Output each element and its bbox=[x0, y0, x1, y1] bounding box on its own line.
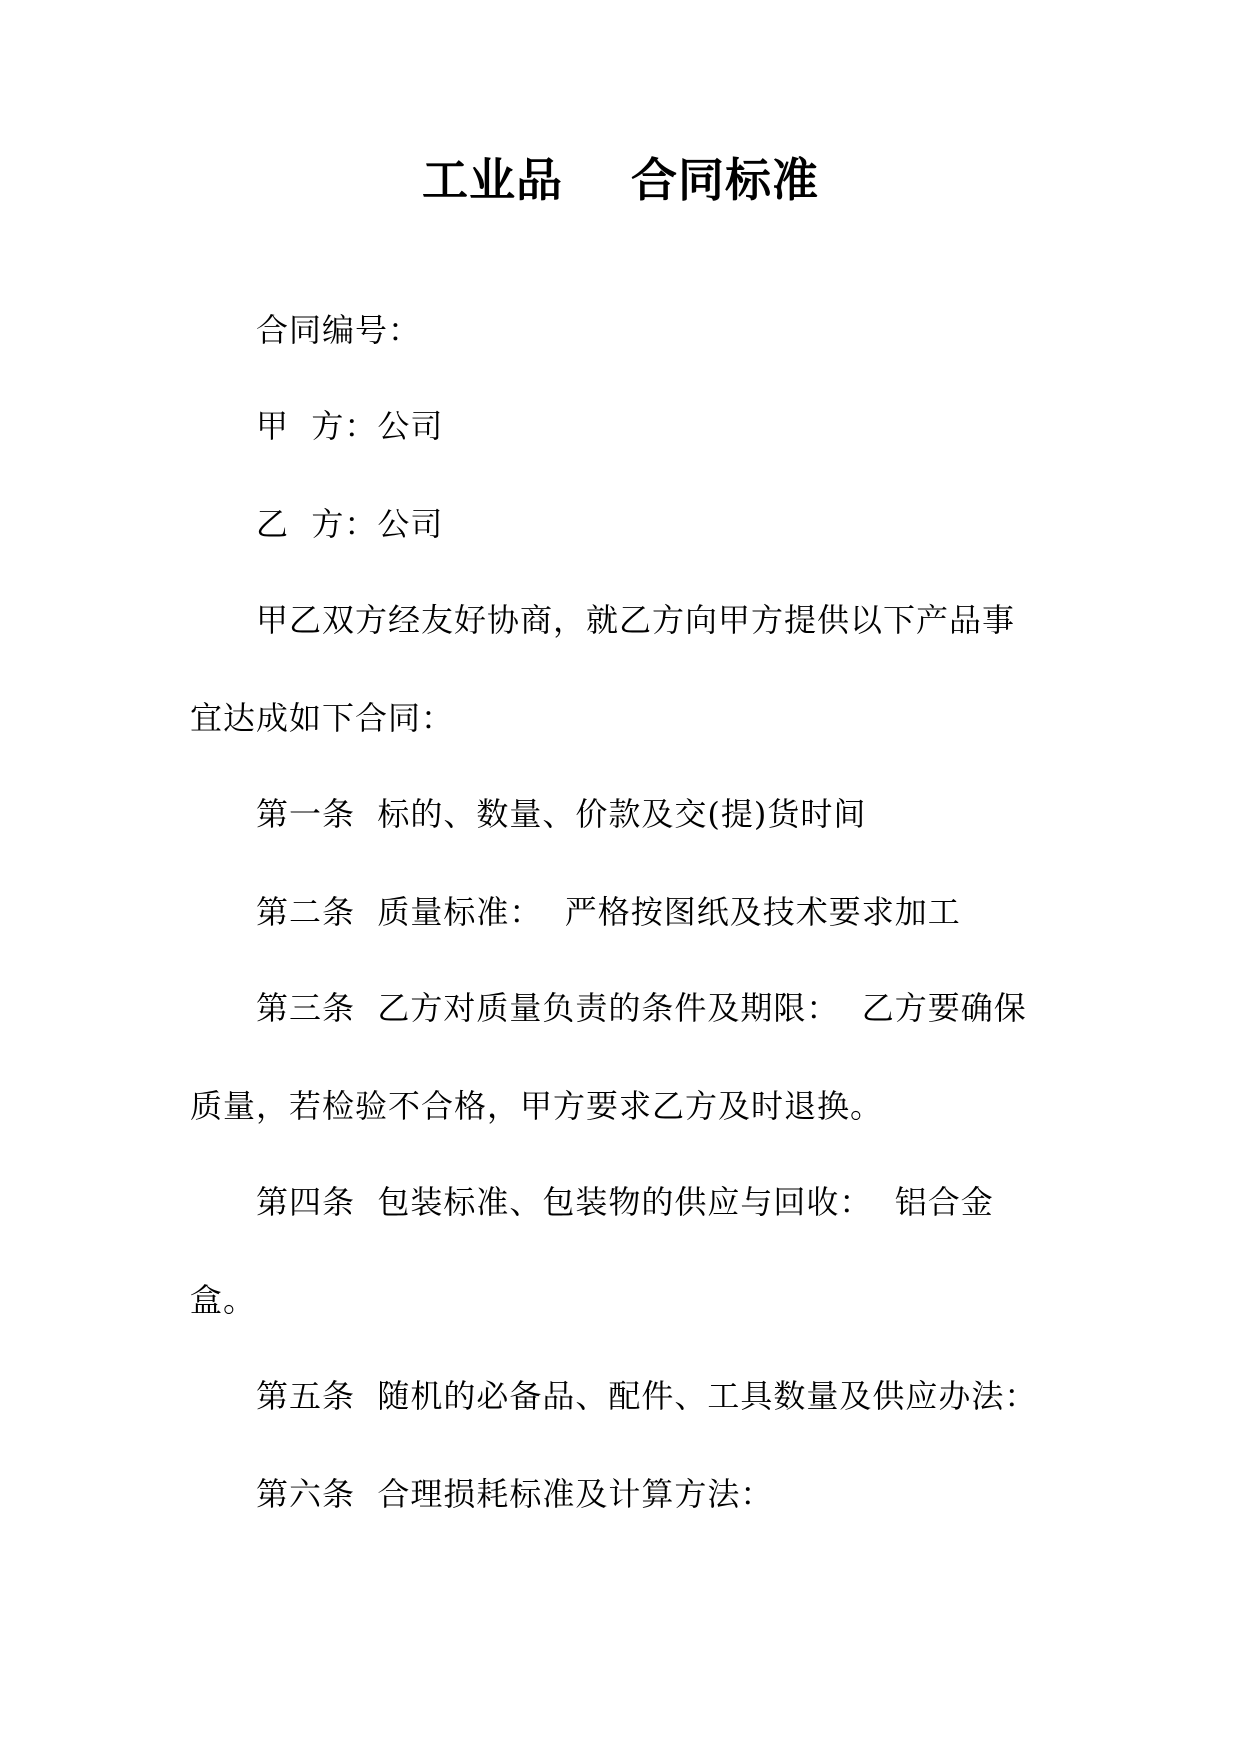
article-4-line-2: 盒。 bbox=[190, 1281, 257, 1319]
article-5-line: 第五条 随机的必备品、配件、工具数量及供应办法： bbox=[256, 1377, 1038, 1415]
article-1-line: 第一条 标的、数量、价款及交(提)货时间 bbox=[256, 795, 867, 833]
party-a-line: 甲 方：公司 bbox=[256, 407, 444, 445]
intro-paragraph-line-2: 宜达成如下合同： bbox=[190, 699, 455, 737]
article-2-line: 第二条 质量标准： 严格按图纸及技术要求加工 bbox=[256, 893, 961, 931]
document-title: 工业品 合同标准 bbox=[421, 153, 820, 207]
article-3-line-1: 第三条 乙方对质量负责的条件及期限： 乙方要确保 bbox=[256, 989, 1027, 1027]
article-3-line-2: 质量，若检验不合格，甲方要求乙方及时退换。 bbox=[190, 1087, 884, 1125]
party-b-line: 乙 方：公司 bbox=[256, 505, 444, 543]
contract-number-line: 合同编号： bbox=[256, 311, 422, 349]
article-6-line: 第六条 合理损耗标准及计算方法： bbox=[256, 1475, 774, 1513]
article-4-line-1: 第四条 包装标准、包装物的供应与回收： 铝合金 bbox=[256, 1183, 994, 1221]
intro-paragraph-line-1: 甲乙双方经友好协商，就乙方向甲方提供以下产品事 bbox=[256, 601, 1016, 639]
